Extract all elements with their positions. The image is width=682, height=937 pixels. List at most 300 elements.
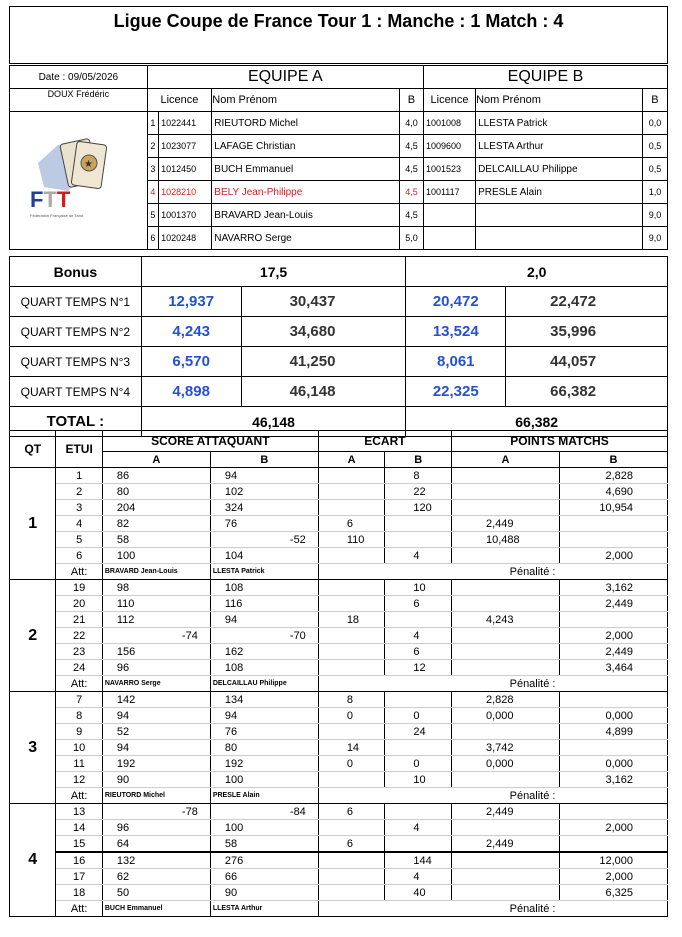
ecart-b: 22 (385, 484, 452, 500)
points-a: 2,449 (452, 804, 560, 820)
score-a: 98 (102, 580, 210, 596)
ecart-a: 110 (318, 532, 385, 548)
deal-etui: 8 (56, 708, 102, 724)
fft-logo: ★ FTT Fédération Française de Tarot (28, 133, 124, 225)
attack-row (10, 564, 668, 580)
team-a-player-licence: 1012450 (159, 158, 212, 181)
ecart-b: 8 (385, 468, 452, 484)
quarter-label: QUART TEMPS N°3 (10, 347, 142, 377)
deal-row (10, 516, 668, 532)
points-b: 2,000 (559, 869, 667, 885)
team-b-total: 66,382 (406, 407, 668, 437)
ecart-a: 6 (318, 836, 385, 853)
team-b-player-bonus: 9,0 (642, 204, 667, 227)
deal-row (10, 500, 668, 516)
att-player-a: RIEUTORD Michel (102, 788, 210, 804)
points-b: 4,899 (559, 724, 667, 740)
player-row (10, 112, 668, 135)
col-ecart: ECART (318, 431, 451, 452)
points-b: 2,000 (559, 548, 667, 564)
att-player-a: BUCH Emmanuel (102, 901, 210, 917)
deal-row (10, 548, 668, 564)
team-a-header: EQUIPE A (147, 66, 423, 89)
att-player-a: NAVARRO Serge (102, 676, 210, 692)
score-b: 76 (210, 516, 318, 532)
points-a: 0,000 (452, 756, 560, 772)
points-b (559, 692, 667, 708)
deal-etui: 11 (56, 756, 102, 772)
col-points: POINTS MATCHS (452, 431, 668, 452)
score-a: 58 (102, 532, 210, 548)
deal-etui: 9 (56, 724, 102, 740)
team-a-player-name: RIEUTORD Michel (212, 112, 400, 135)
col-score-a: A (102, 452, 210, 468)
points-a (452, 580, 560, 596)
team-a-quarter-cumul: 30,437 (241, 287, 406, 317)
score-a: 192 (102, 756, 210, 772)
deal-etui: 10 (56, 740, 102, 756)
score-b: 90 (210, 885, 318, 901)
team-b-quarter-cumul: 44,057 (506, 347, 668, 377)
quarter-number: 4 (10, 804, 56, 917)
deal-row (10, 740, 668, 756)
points-a (452, 628, 560, 644)
score-a: 64 (102, 836, 210, 853)
score-a: -74 (102, 628, 210, 644)
team-a-player-name: BELY Jean-Philippe (212, 181, 400, 204)
ecart-b: 0 (385, 708, 452, 724)
points-a (452, 548, 560, 564)
ecart-b: 4 (385, 548, 452, 564)
team-b-col-licence: Licence (423, 89, 475, 112)
team-a-player-bonus: 5,0 (399, 227, 423, 250)
ecart-b: 6 (385, 644, 452, 660)
ecart-a: 8 (318, 692, 385, 708)
ecart-b (385, 692, 452, 708)
score-b: 58 (210, 836, 318, 853)
points-a (452, 484, 560, 500)
score-b: 94 (210, 612, 318, 628)
penalty-label: Pénalité : (318, 788, 559, 804)
ecart-a: 18 (318, 612, 385, 628)
team-b-quarter-score: 22,325 (406, 377, 506, 407)
score-b: 276 (210, 852, 318, 869)
deal-row (10, 836, 668, 853)
deal-row (10, 692, 668, 708)
team-a-player-number: 3 (147, 158, 158, 181)
quarter-label: QUART TEMPS N°4 (10, 377, 142, 407)
team-a-bonus: 17,5 (141, 257, 406, 287)
score-b: 100 (210, 820, 318, 836)
ecart-a (318, 820, 385, 836)
col-ecart-a: A (318, 452, 385, 468)
team-b-quarter-score: 13,524 (406, 317, 506, 347)
score-a: 96 (102, 660, 210, 676)
deal-row (10, 724, 668, 740)
quarter-row (10, 347, 668, 377)
team-b-player-bonus: 1,0 (642, 181, 667, 204)
team-b-player-licence: 1001523 (423, 158, 475, 181)
team-a-player-number: 2 (147, 135, 158, 158)
ecart-b: 4 (385, 628, 452, 644)
ecart-b (385, 740, 452, 756)
att-player-b: LLESTA Arthur (210, 901, 318, 917)
att-player-b: DELCAILLAU Philippe (210, 676, 318, 692)
team-b-player-name (476, 227, 643, 250)
team-b-player-bonus: 9,0 (642, 227, 667, 250)
attack-row (10, 901, 668, 917)
ecart-a (318, 468, 385, 484)
team-a-player-number: 5 (147, 204, 158, 227)
team-a-col-name: Nom Prénom (212, 89, 400, 112)
ecart-a (318, 852, 385, 869)
team-b-player-licence: 1001117 (423, 181, 475, 204)
att-player-b: PRESLE Alain (210, 788, 318, 804)
score-a: 86 (102, 468, 210, 484)
penalty-value (559, 788, 667, 804)
score-a: 52 (102, 724, 210, 740)
points-a (452, 468, 560, 484)
score-a: 110 (102, 596, 210, 612)
score-a: 50 (102, 885, 210, 901)
score-b: -70 (210, 628, 318, 644)
team-a-quarter-cumul: 41,250 (241, 347, 406, 377)
points-a: 2,449 (452, 836, 560, 853)
deal-details-table (9, 430, 668, 917)
points-b (559, 532, 667, 548)
points-b: 3,162 (559, 772, 667, 788)
team-a-player-name: NAVARRO Serge (212, 227, 400, 250)
deal-etui: 17 (56, 869, 102, 885)
team-b-header: EQUIPE B (423, 66, 667, 89)
team-a-player-licence: 1028210 (159, 181, 212, 204)
score-b: 76 (210, 724, 318, 740)
ecart-a (318, 548, 385, 564)
col-points-a: A (452, 452, 560, 468)
quarter-row (10, 287, 668, 317)
score-b: -84 (210, 804, 318, 820)
quarter-row (10, 317, 668, 347)
score-a: 62 (102, 869, 210, 885)
score-b: 100 (210, 772, 318, 788)
att-player-a: BRAVARD Jean-Louis (102, 564, 210, 580)
score-b: 66 (210, 869, 318, 885)
ecart-b (385, 516, 452, 532)
team-a-quarter-score: 4,243 (141, 317, 241, 347)
team-a-quarter-score: 4,898 (141, 377, 241, 407)
ecart-a (318, 580, 385, 596)
team-a-player-bonus: 4,0 (399, 112, 423, 135)
points-a (452, 852, 560, 869)
referee-name: DOUX Frédéric (10, 89, 148, 112)
deal-etui: 12 (56, 772, 102, 788)
score-b: 104 (210, 548, 318, 564)
ecart-b: 4 (385, 820, 452, 836)
team-a-player-number: 4 (147, 181, 158, 204)
team-a-player-name: BRAVARD Jean-Louis (212, 204, 400, 227)
team-b-player-name: PRESLE Alain (476, 181, 643, 204)
score-b: -52 (210, 532, 318, 548)
points-b: 0,000 (559, 756, 667, 772)
score-b: 108 (210, 580, 318, 596)
ecart-a: 14 (318, 740, 385, 756)
team-a-player-licence: 1022441 (159, 112, 212, 135)
deal-row (10, 580, 668, 596)
score-b: 192 (210, 756, 318, 772)
ecart-b: 144 (385, 852, 452, 869)
score-b: 324 (210, 500, 318, 516)
penalty-label: Pénalité : (318, 901, 559, 917)
attack-row (10, 788, 668, 804)
deal-row (10, 756, 668, 772)
bonus-row (10, 257, 668, 287)
score-a: 142 (102, 692, 210, 708)
ecart-b (385, 804, 452, 820)
ecart-a (318, 885, 385, 901)
ecart-b: 10 (385, 580, 452, 596)
score-a: 82 (102, 516, 210, 532)
deal-etui: 20 (56, 596, 102, 612)
team-a-player-bonus: 4,5 (399, 204, 423, 227)
points-a: 10,488 (452, 532, 560, 548)
team-a-player-bonus: 4,5 (399, 158, 423, 181)
deal-etui: 6 (56, 548, 102, 564)
team-b-player-name: LLESTA Patrick (476, 112, 643, 135)
col-points-b: B (559, 452, 667, 468)
att-label: Att: (56, 788, 102, 804)
att-label: Att: (56, 901, 102, 917)
points-b: 2,000 (559, 820, 667, 836)
score-a: 94 (102, 740, 210, 756)
col-score: SCORE ATTAQUANT (102, 431, 318, 452)
ecart-a (318, 484, 385, 500)
attack-row (10, 676, 668, 692)
att-player-b: LLESTA Patrick (210, 564, 318, 580)
title-box (9, 6, 668, 64)
points-b (559, 612, 667, 628)
ecart-a: 0 (318, 756, 385, 772)
points-a (452, 660, 560, 676)
ecart-a (318, 772, 385, 788)
penalty-value (559, 564, 667, 580)
points-b: 10,954 (559, 500, 667, 516)
total-label: TOTAL : (10, 407, 142, 437)
points-b (559, 740, 667, 756)
deal-row (10, 596, 668, 612)
team-b-col-name: Nom Prénom (476, 89, 643, 112)
ecart-a (318, 660, 385, 676)
page-title: Ligue Coupe de France Tour 1 : Manche : 1 Match : 4 (113, 11, 564, 31)
ecart-a: 6 (318, 516, 385, 532)
score-b: 80 (210, 740, 318, 756)
deal-row (10, 484, 668, 500)
deal-row (10, 772, 668, 788)
deal-etui: 24 (56, 660, 102, 676)
team-a-quarter-score: 12,937 (141, 287, 241, 317)
score-a: 156 (102, 644, 210, 660)
team-a-player-bonus: 4,5 (399, 135, 423, 158)
score-b: 162 (210, 644, 318, 660)
points-b (559, 804, 667, 820)
ecart-b: 40 (385, 885, 452, 901)
points-b: 0,000 (559, 708, 667, 724)
score-a: 94 (102, 708, 210, 724)
team-a-quarter-score: 6,570 (141, 347, 241, 377)
ecart-b: 0 (385, 756, 452, 772)
quarter-row (10, 377, 668, 407)
deal-row (10, 532, 668, 548)
quarter-label: QUART TEMPS N°1 (10, 287, 142, 317)
team-a-player-name: LAFAGE Christian (212, 135, 400, 158)
deal-row (10, 468, 668, 484)
ecart-a (318, 500, 385, 516)
team-a-player-licence: 1020248 (159, 227, 212, 250)
ecart-b: 120 (385, 500, 452, 516)
points-a (452, 885, 560, 901)
ecart-b: 10 (385, 772, 452, 788)
team-a-player-licence: 1001370 (159, 204, 212, 227)
score-a: 80 (102, 484, 210, 500)
quarter-label: QUART TEMPS N°2 (10, 317, 142, 347)
points-a (452, 820, 560, 836)
score-a: 132 (102, 852, 210, 869)
team-b-player-name: LLESTA Arthur (476, 135, 643, 158)
points-a (452, 644, 560, 660)
logo-caption: Fédération Française de Tarot (30, 213, 84, 218)
deal-etui: 21 (56, 612, 102, 628)
points-b: 6,325 (559, 885, 667, 901)
points-b: 2,828 (559, 468, 667, 484)
score-b: 94 (210, 468, 318, 484)
team-b-quarter-cumul: 66,382 (506, 377, 668, 407)
team-b-bonus: 2,0 (406, 257, 668, 287)
deal-etui: 5 (56, 532, 102, 548)
team-b-player-bonus: 0,5 (642, 135, 667, 158)
team-b-col-b: B (642, 89, 667, 112)
deal-row (10, 804, 668, 820)
quarter-number: 1 (10, 468, 56, 580)
team-a-player-number: 1 (147, 112, 158, 135)
team-a-player-licence: 1023077 (159, 135, 212, 158)
points-b: 12,000 (559, 852, 667, 869)
team-a-player-number: 6 (147, 227, 158, 250)
score-a: 112 (102, 612, 210, 628)
penalty-label: Pénalité : (318, 676, 559, 692)
att-label: Att: (56, 676, 102, 692)
score-a: 90 (102, 772, 210, 788)
points-b: 2,449 (559, 596, 667, 612)
deal-row (10, 885, 668, 901)
points-a (452, 596, 560, 612)
team-a-col-licence: Licence (147, 89, 212, 112)
ecart-a (318, 724, 385, 740)
svg-text:★: ★ (84, 159, 93, 170)
team-b-player-name: DELCAILLAU Philippe (476, 158, 643, 181)
score-a: 100 (102, 548, 210, 564)
col-etui: ETUI (56, 431, 102, 468)
points-b: 4,690 (559, 484, 667, 500)
score-a: 96 (102, 820, 210, 836)
points-a: 0,000 (452, 708, 560, 724)
deal-etui: 4 (56, 516, 102, 532)
points-a: 3,742 (452, 740, 560, 756)
team-b-player-licence (423, 204, 475, 227)
deal-etui: 14 (56, 820, 102, 836)
deal-row (10, 708, 668, 724)
deal-row (10, 869, 668, 885)
score-b: 94 (210, 708, 318, 724)
deal-etui: 22 (56, 628, 102, 644)
penalty-label: Pénalité : (318, 564, 559, 580)
points-b: 3,162 (559, 580, 667, 596)
deal-etui: 16 (56, 852, 102, 869)
team-b-player-licence (423, 227, 475, 250)
ecart-a: 0 (318, 708, 385, 724)
score-b: 134 (210, 692, 318, 708)
points-a: 2,449 (452, 516, 560, 532)
points-a: 4,243 (452, 612, 560, 628)
match-date: Date : 09/05/2026 (10, 66, 148, 89)
bonus-label: Bonus (10, 257, 142, 287)
deal-etui: 23 (56, 644, 102, 660)
deal-etui: 2 (56, 484, 102, 500)
points-b (559, 836, 667, 853)
team-a-player-bonus: 4,5 (399, 181, 423, 204)
col-score-b: B (210, 452, 318, 468)
points-b: 3,464 (559, 660, 667, 676)
team-a-col-b: B (399, 89, 423, 112)
points-a (452, 500, 560, 516)
points-b (559, 516, 667, 532)
deal-etui: 13 (56, 804, 102, 820)
ecart-a (318, 869, 385, 885)
col-qt: QT (10, 431, 56, 468)
team-b-player-licence: 1001008 (423, 112, 475, 135)
team-b-quarter-score: 20,472 (406, 287, 506, 317)
ecart-b: 4 (385, 869, 452, 885)
ecart-b (385, 612, 452, 628)
points-b: 2,449 (559, 644, 667, 660)
points-a (452, 772, 560, 788)
deal-etui: 1 (56, 468, 102, 484)
ecart-a (318, 596, 385, 612)
team-b-quarter-cumul: 22,472 (506, 287, 668, 317)
deal-row (10, 644, 668, 660)
deal-row (10, 612, 668, 628)
team-b-player-licence: 1009600 (423, 135, 475, 158)
ecart-b (385, 532, 452, 548)
ecart-a (318, 628, 385, 644)
team-b-quarter-score: 8,061 (406, 347, 506, 377)
deal-row (10, 660, 668, 676)
deal-row (10, 628, 668, 644)
deal-etui: 15 (56, 836, 102, 853)
quarter-number: 2 (10, 580, 56, 692)
ecart-b: 12 (385, 660, 452, 676)
ecart-b: 6 (385, 596, 452, 612)
score-b: 102 (210, 484, 318, 500)
points-a: 2,828 (452, 692, 560, 708)
team-b-player-bonus: 0,5 (642, 158, 667, 181)
points-b: 2,000 (559, 628, 667, 644)
score-b: 108 (210, 660, 318, 676)
ecart-b: 24 (385, 724, 452, 740)
points-a (452, 869, 560, 885)
team-a-total: 46,148 (141, 407, 406, 437)
ecart-a (318, 644, 385, 660)
penalty-value (559, 901, 667, 917)
team-b-quarter-cumul: 35,996 (506, 317, 668, 347)
